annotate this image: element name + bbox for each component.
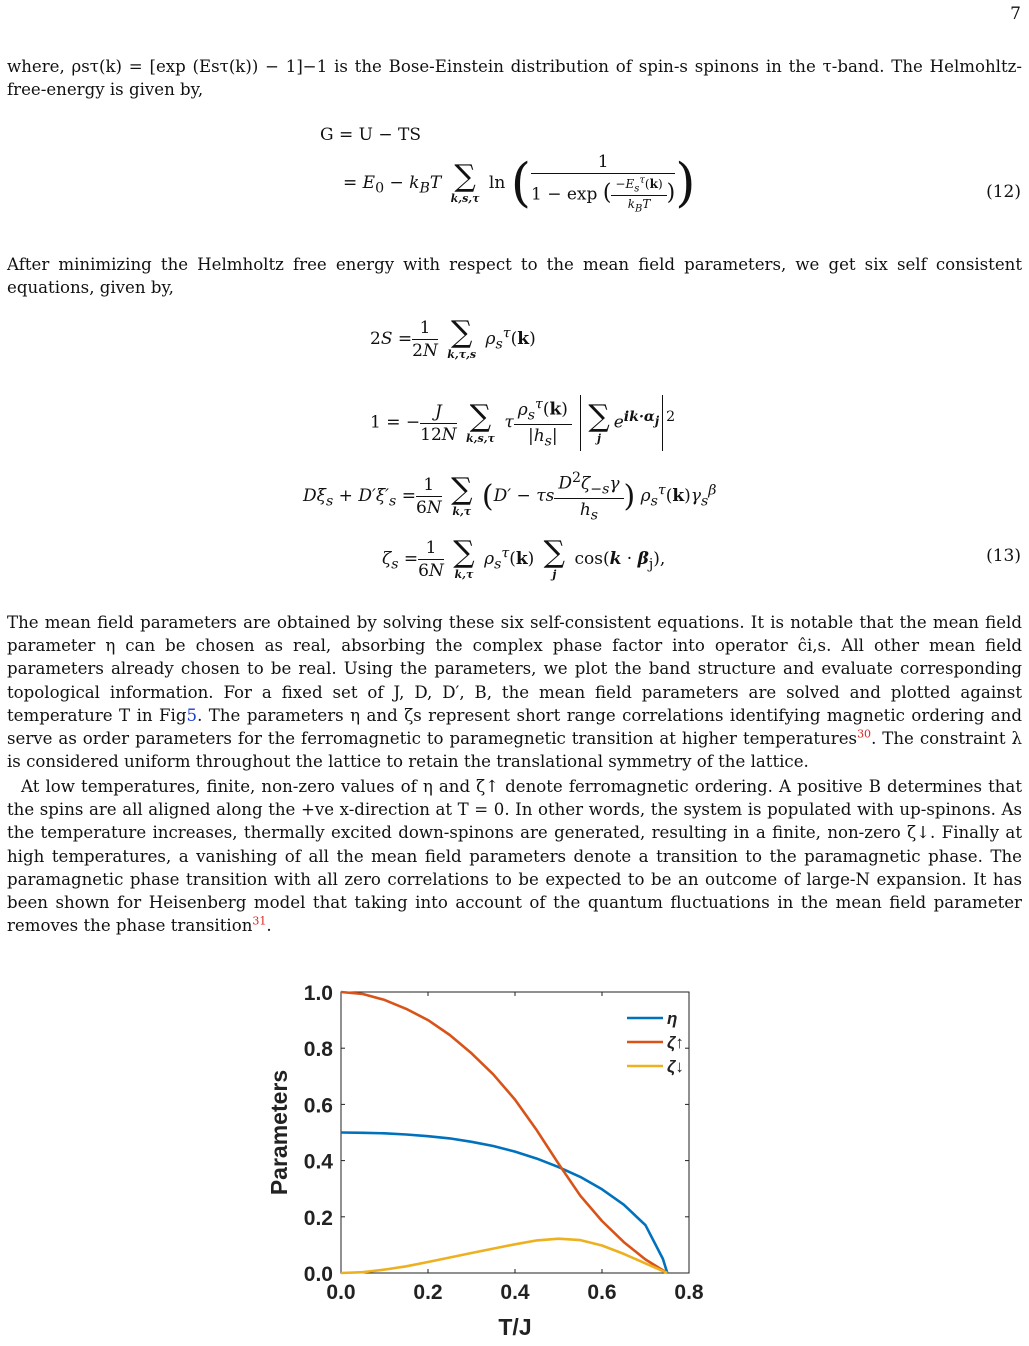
paragraph-low-temperature: [7, 775, 1022, 937]
legend-label-0: η: [667, 1009, 678, 1028]
page-number: 7: [1010, 4, 1021, 24]
citation-31[interactable]: 31: [252, 914, 267, 928]
equation-13-line2: 1 = − $\frac{J}{12N}$ ∑ k,s,τ τ $\frac{\rho_s^\tau(k)}{|h_s|}$ ∑ j $e^{ik\cdot\alpha_j}$ $^2$: [370, 396, 676, 450]
x-tick-label: 0.2: [413, 1281, 443, 1304]
x-axis-label: T/J: [498, 1314, 532, 1340]
paragraph-low-temperature-end: .: [266, 916, 272, 936]
y-tick-label: 0.6: [303, 1094, 333, 1118]
x-tick-label: 0.8: [674, 1281, 704, 1304]
figure-link[interactable]: 5: [186, 705, 198, 725]
paragraph-mean-field-text-b: . The parameters η and ζs represent short range correlations identifying magnetic ordering and serve as order parameters for the ferromagnetic to paramegnetic transition at higher temperatures: [7, 705, 1022, 749]
y-axis-label: Parameters: [266, 1069, 292, 1196]
parameters-chart: [260, 975, 740, 1345]
y-tick-label: 1.0: [303, 982, 333, 1005]
equation-12-line1: G = U − TS: [320, 125, 421, 145]
paragraph-intro-text: where, ρsτ(k) = [exp (Esτ(k)) − 1]−1 is the Bose-Einstein distribution of spin-s spinons in the τ-band. The Helmohltz-free-energy is given by,: [7, 57, 1022, 100]
citation-30[interactable]: 30: [857, 727, 872, 741]
paragraph-mean-field: [7, 611, 1022, 773]
paragraph-mean-field-text-a: The mean field parameters are obtained by solving these six self-consistent equations. It is notable that the mean field parameter η can be chosen as real, absorbing the complex phase factor into operator ĉi,s. All other mean field parameters already chosen to be real. Using the parameters, we plot the band structure and evaluate corresponding topological information. For a fixed set of J, D, D′, B, the mean field parameters are solved and plotted against temperature T in Fig: [7, 613, 1022, 725]
legend-label-2: ζ↓: [667, 1057, 684, 1076]
equation-13-line4: $\zeta_s$ = $\frac{1}{6N}$ ∑ k,τ $\rho_s^\tau(k)$ ∑ j $\cos(k \cdot \beta_j)$,: [382, 535, 666, 581]
paragraph-intro: [7, 55, 1022, 101]
legend-label-1: ζ↑: [667, 1033, 684, 1052]
y-tick-label: 0.2: [303, 1206, 333, 1230]
y-tick-label: 0.4: [303, 1150, 333, 1174]
equation-12-number: (12): [986, 182, 1021, 202]
paragraph-mean-field-text-c: . The constraint λ is considered uniform throughout the lattice to retain the translational symmetry of the lattice.: [7, 729, 1022, 772]
paragraph-low-temperature-text: At low temperatures, finite, non-zero values of η and ζ↑ denote ferromagnetic ordering. A positive B determines that the spins are all aligned along the +ve x-direction at T = 0. In other words, the system is populated with up-spinons. As the temperature increases, thermally excited down-spinons are generated, resulting in a finite, non-zero ζ↓. Finally at high temperatures, a vanishing of all the mean field parameters denote a transition to the paramagnetic phase. The paramagnetic phase transition with all zero correlations to be expected to be an outcome of large-N expansion. It has been shown for Heisenberg model that taking into account of the quantum fluctuations in the mean field parameter removes the phase transition: [7, 777, 1022, 936]
equation-13-number: (13): [986, 546, 1021, 566]
equation-13-line1: 2S = $\frac{1}{2N}$ ∑ k,τ,s $\rho_s^\tau(k)$: [370, 315, 536, 361]
x-tick-label: 0.0: [326, 1281, 356, 1304]
y-tick-label: 0.0: [303, 1263, 333, 1286]
equation-13-line3: $D\xi_s + D'\xi'_s$ = $\frac{1}{6N}$ ∑ k,τ (D′ − τs $\frac{D^2\zeta_{-s}\gamma}{h_s}$ ) $\rho_s^\tau(k)\gamma_s^\beta$: [303, 470, 717, 524]
x-tick-label: 0.6: [587, 1281, 617, 1304]
x-tick-label: 0.4: [500, 1281, 530, 1304]
y-tick-label: 0.8: [303, 1038, 333, 1062]
paragraph-minimize-text: After minimizing the Helmholtz free energy with respect to the mean field parameters, we get six self consistent equations, given by,: [7, 255, 1022, 298]
paragraph-minimize: [7, 253, 1022, 299]
equation-12-line2: = $E_0 - k_BT$ ∑ k,s,τ ln ( 1 1 − exp ( $\frac{-E_s^\tau(k)}{k_BT}$ ) ): [343, 152, 696, 215]
